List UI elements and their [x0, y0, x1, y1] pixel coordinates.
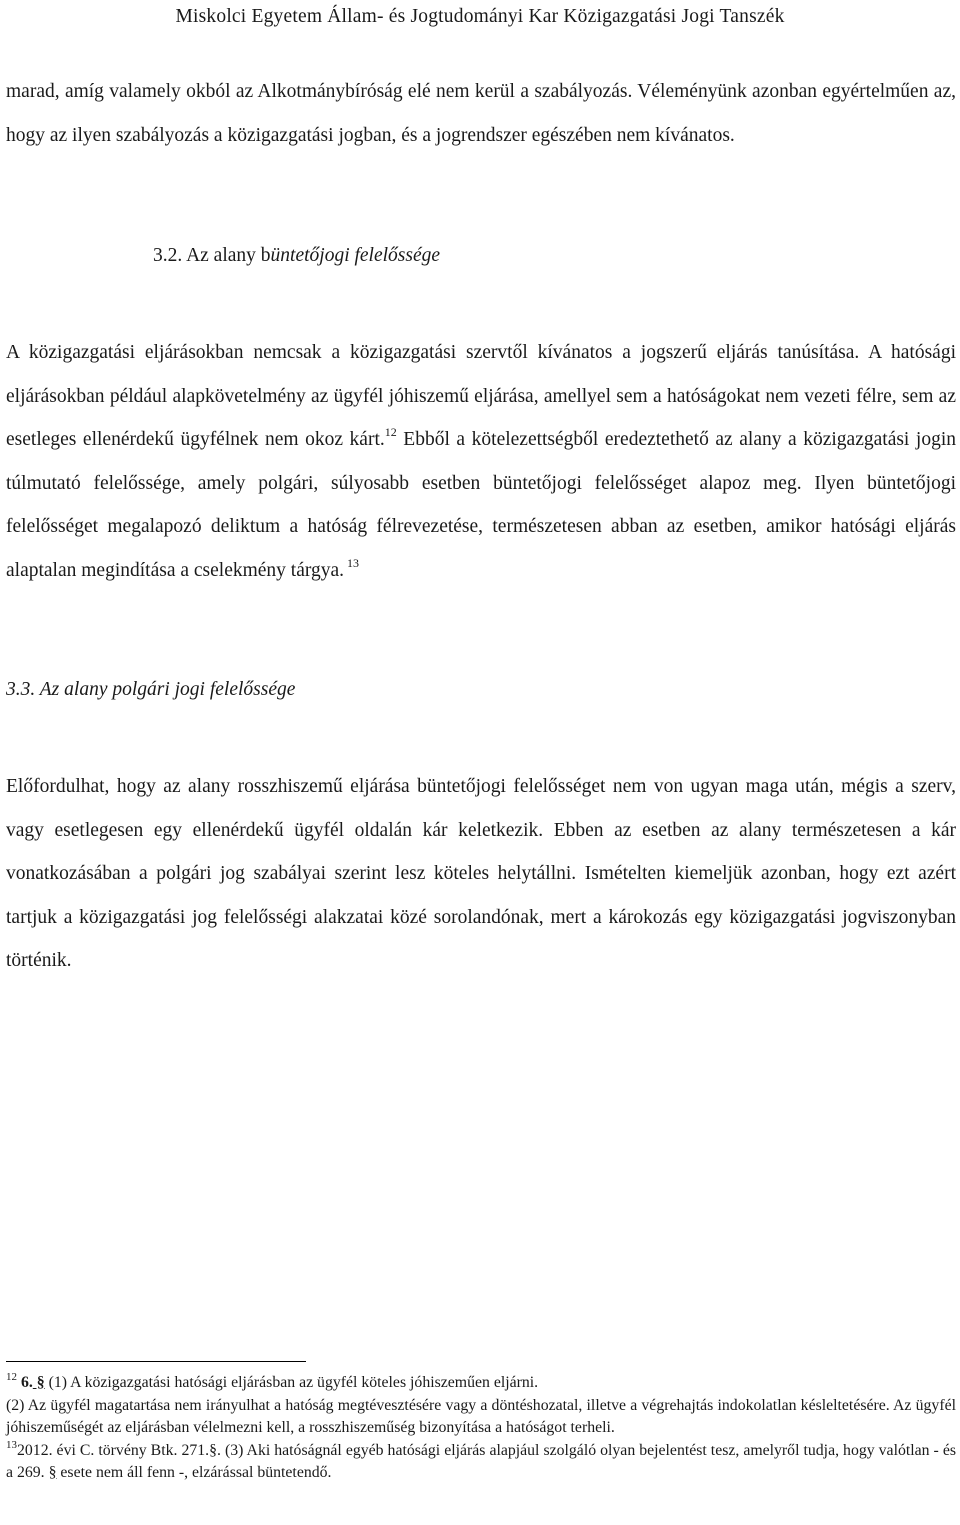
paragraph-text-part1: A közigazgatási eljárásokban nemcsak a közigazgatási szervtől kívánatos a jogszerű eljárás tanúsítása. A hatósági eljárásokban például alapkövetelmény az ügyfél jóhiszemű eljárása, amellyel sem a hatóságokat nem vezeti félre, sem az esetleges ellenérdekű ügyfélnek nem okoz kárt.: [6, 342, 956, 450]
section-title-plain: Az alany b: [186, 245, 271, 266]
section-heading-3-3: 3.3. Az alany polgári jogi felelőssége: [6, 679, 296, 700]
footnote-ref-12[interactable]: 12: [384, 425, 397, 439]
paragraph-continuation: [6, 70, 956, 157]
footnote-13-text1: 2012. évi C. törvény Btk. 271.: [17, 1441, 210, 1459]
section-title-italic: üntetőjogi felelőssége: [270, 245, 441, 266]
paragraph-text: Előfordulhat, hogy az alany rosszhiszemű eljárása büntetőjogi felelősséget nem von ugyan maga után, mégis a szerv, vagy esetlegesen egy ellenérdekű ügyfél oldalán kár keletkezik. Ebben az esetben az alany természetesen a kár vonatkozásában a polgári jog szabályai szerint lesz köteles helytállni. Ismételten kiemeljük azonban, hogy ezt azért tartjuk a közigazgatási jog felelősségi alakzatai közé sorolandónak, mert a károkozás egy közigazgatási jogviszonyban történik.: [6, 776, 956, 971]
section-sign: §: [48, 1464, 57, 1481]
footnote-ref-13[interactable]: 13: [344, 555, 360, 570]
section-heading-3-2: [153, 245, 440, 267]
footnote-mark-12: 12: [6, 1371, 17, 1383]
footnote-13-text2: . (3) Aki hatóságnál egyéb hatósági eljárás alapjául szolgáló olyan bejelentést tesz, amelyről tudja, hogy valótlan - és a 269.: [6, 1441, 956, 1481]
footnote-12-article: 6.: [17, 1374, 33, 1391]
paragraph-criminal-liability: [6, 331, 956, 592]
footnote-mark-13: 13: [6, 1438, 17, 1451]
section-sign: §: [32, 1374, 45, 1391]
paragraph-civil-liability: [6, 765, 956, 983]
footnotes: [6, 1372, 956, 1485]
paragraph-text: marad, amíg valamely okból az Alkotmánybíróság elé nem kerül a szabályozás. Véleményünk azonban egyértelműen az, hogy az ilyen szabályozás a közigazgatási jogban, és a jogrendszer egészében nem kívánatos.: [6, 81, 956, 146]
footnote-13-text3: esete nem áll fenn -, elzárással büntetendő.: [56, 1464, 332, 1481]
page-header: Miskolci Egyetem Állam- és Jogtudományi Kar Közigazgatási Jogi Tanszék: [175, 6, 785, 27]
footnote-12: [6, 1372, 956, 1395]
paragraph-text-part2: Ebből a kötelezettségből eredeztethető az alany a közigazgatási jogin túlmutató felelőssége, amely polgári, súlyosabb esetben büntetőjogi felelősséget alapoz meg. Ilyen büntetőjogi felelősséget megalapozó deliktum a hatóság félrevezetése, természetesen abban az esetben, amikor hatósági eljárás alaptalan megindítása a cselekmény tárgya.: [6, 429, 956, 581]
footnote-12-line2: (2) Az ügyfél magatartása nem irányulhat a hatóság megtévesztésére vagy a döntéshozatal, illetve a végrehajtás indokolatlan késleltetésére. Az ügyfél jóhiszeműségét az eljárásban vélelmezni kell, a rosszhiszeműség bizonyítása a hatóságot terheli.: [6, 1396, 956, 1436]
footnote-separator: [6, 1361, 306, 1362]
footnote-13: [6, 1440, 956, 1485]
footnote-12-line1: (1) A közigazgatási hatósági eljárásban az ügyfél köteles jóhiszeműen eljárni.: [44, 1374, 539, 1391]
section-sign: §: [209, 1441, 217, 1459]
section-number: 3.2.: [153, 245, 183, 266]
